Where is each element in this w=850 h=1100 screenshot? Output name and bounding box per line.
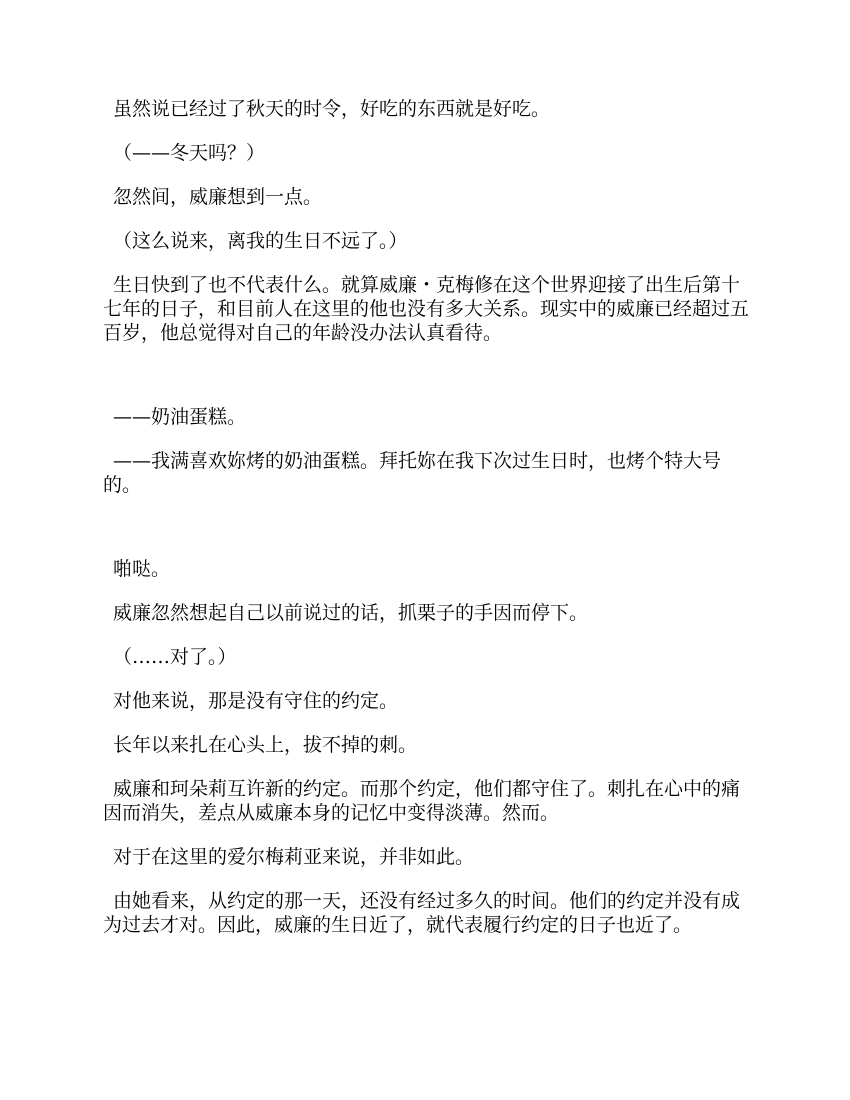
paragraph: 威廉忽然想起自己以前说过的话，抓栗子的手因而停下。 [113,602,589,624]
paragraph: 忽然间，威廉想到一点。 [113,186,323,208]
paragraph: 生日快到了也不代表什么。就算威廉・克梅修在这个世界迎接了出生后第十七年的日子，和目前人在这里的他也没有多大关系。现实中的威廉已经超过五百岁，他总觉得对自己的年龄没办法认真看待。 [103,274,750,344]
paragraph: 长年以来扎在心头上，拔不掉的刺。 [113,734,418,756]
paragraph: ——我满喜欢妳烤的奶油蛋糕。拜托妳在我下次过生日时，也烤个特大号的。 [103,450,722,496]
paragraph: 对于在这里的爱尔梅莉亚来说，并非如此。 [113,846,475,868]
paragraph: （——冬天吗？） [113,142,266,164]
scene-break [103,517,751,557]
paragraph: 虽然说已经过了秋天的时令，好吃的东西就是好吃。 [113,98,551,120]
paragraph: （……对了。） [113,646,237,668]
paragraph: （这么说来，离我的生日不远了。） [113,230,408,252]
document-body [103,97,751,957]
paragraph: 对他来说，那是没有守住的约定。 [113,690,399,712]
paragraph: ——奶油蛋糕。 [113,406,247,428]
paragraph: 威廉和珂朵莉互许新的约定。而那个约定，他们都守住了。刺扎在心中的痛因而消失，差点从威廉本身的记忆中变得淡薄。然而。 [103,778,741,824]
paragraph: 由她看来，从约定的那一天，还没有经过多久的时间。他们的约定并没有成为过去才对。因此，威廉的生日近了，就代表履行约定的日子也近了。 [103,890,741,936]
paragraph: 啪哒。 [113,558,171,580]
scene-break [103,365,751,405]
